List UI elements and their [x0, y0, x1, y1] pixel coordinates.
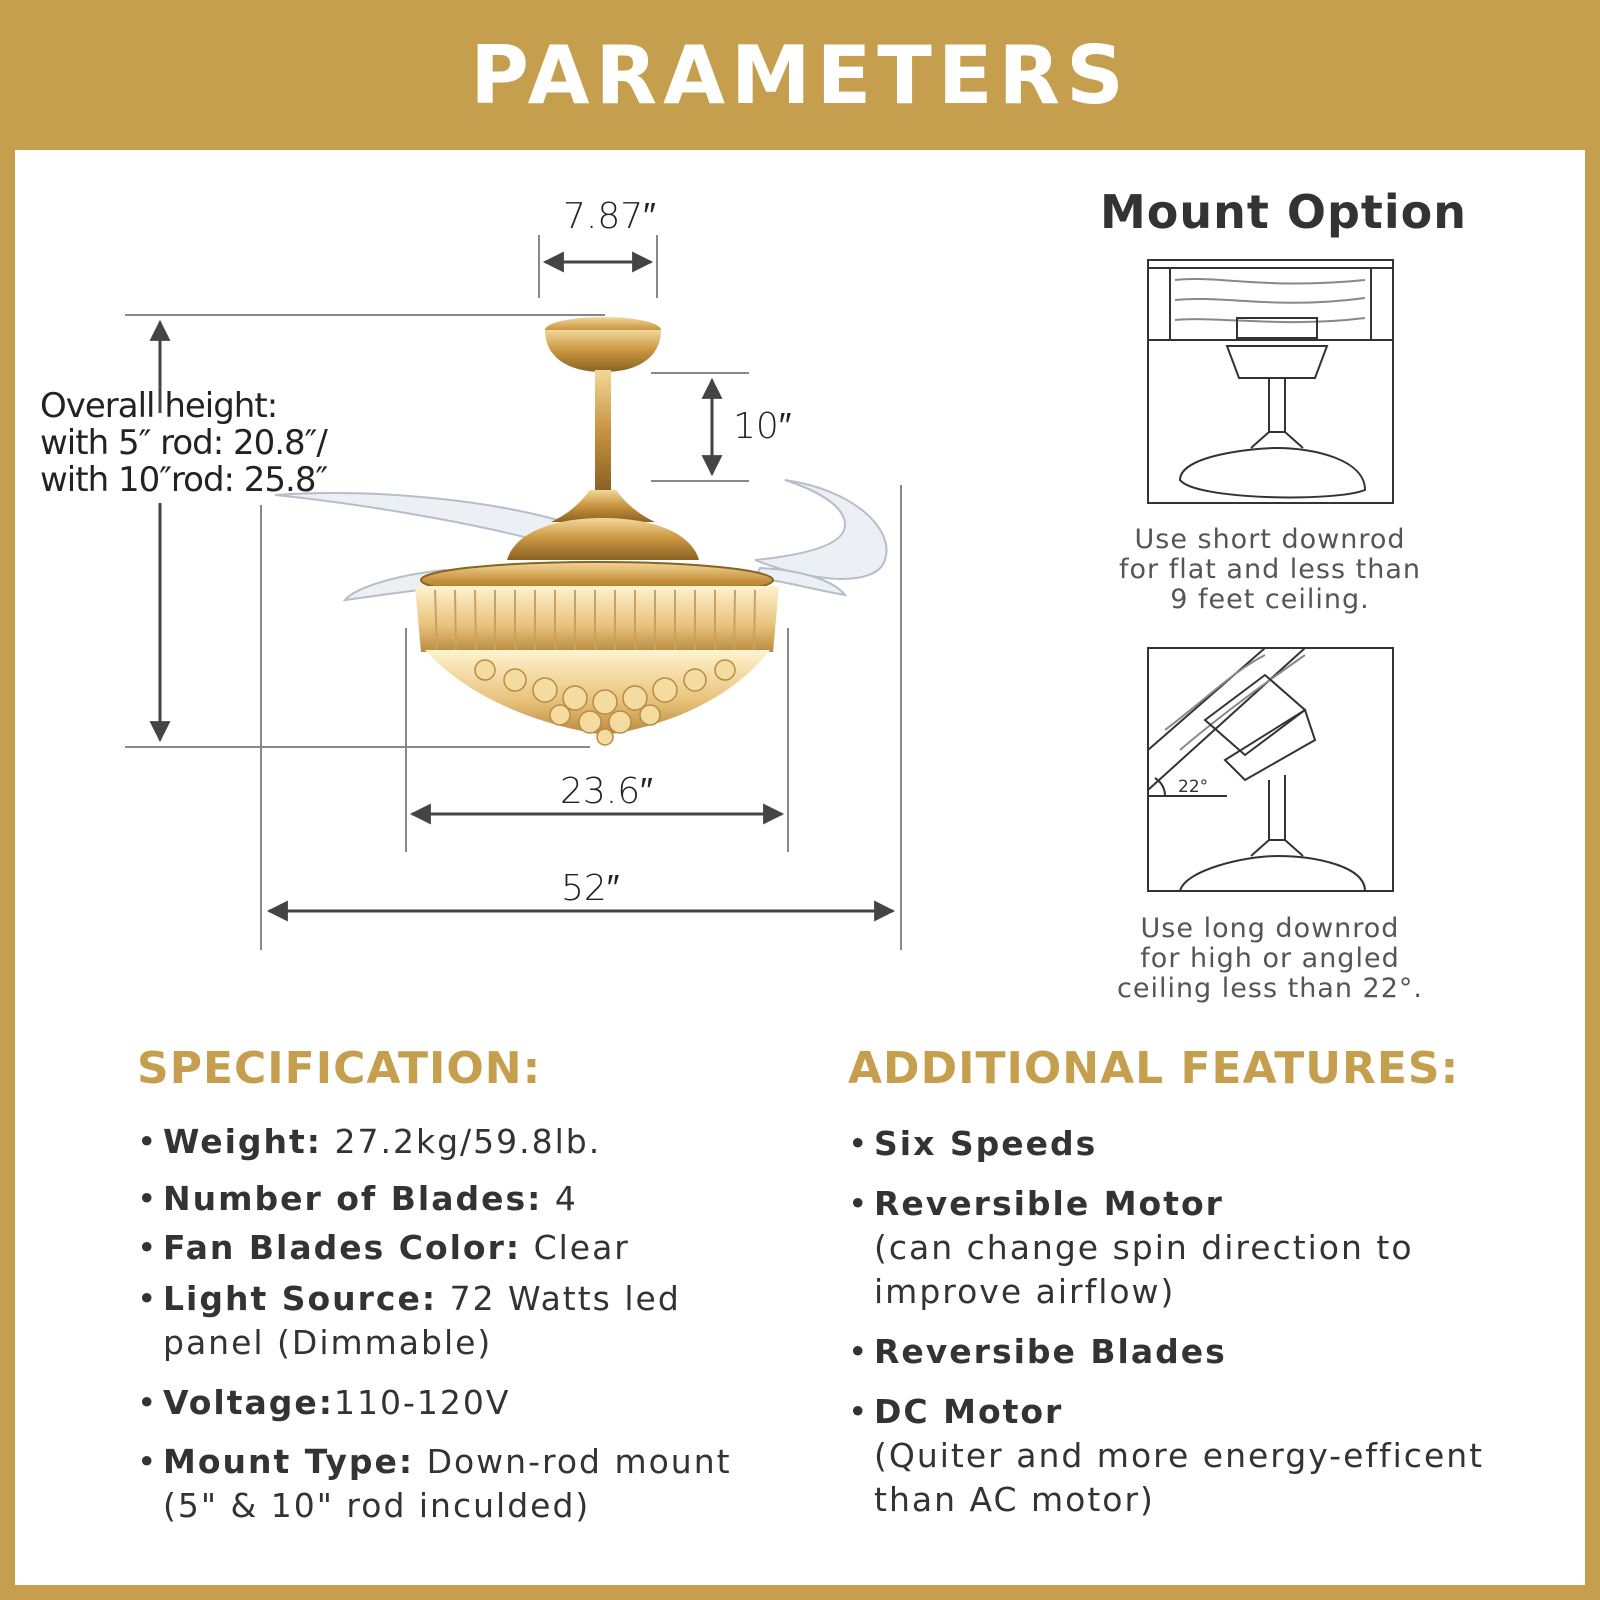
feature-item-reversible-blades: [848, 1330, 1508, 1374]
spec-value: 110-120V: [333, 1383, 511, 1422]
feature-key: Reversible Motor: [874, 1184, 1224, 1223]
spec-item-mount-type: [137, 1440, 757, 1528]
spec-item-voltage: [137, 1383, 757, 1422]
feature-desc: (Quiter and more energy-efficent: [874, 1436, 1485, 1475]
spec-value: Clear: [521, 1228, 630, 1267]
overall-height-10-rod: with 10″rod: 25.8″: [40, 460, 328, 500]
feature-desc: (can change spin direction to: [874, 1228, 1414, 1267]
spec-value: 27.2kg/59.8lb.: [322, 1122, 602, 1161]
content-panel: [15, 150, 1585, 1585]
overall-height-5-rod: with 5″ rod: 20.8″/: [40, 423, 327, 463]
spec-item-blade-color: [137, 1228, 757, 1267]
page-title: PARAMETERS: [470, 28, 1130, 122]
long-downrod-illustration: [1148, 648, 1393, 891]
features-list: [848, 1122, 1508, 1522]
spec-value: 72 Watts led: [437, 1279, 681, 1318]
angle-label: 22°: [1178, 777, 1209, 797]
spec-item-weight: [137, 1122, 757, 1161]
spec-key: Voltage:: [163, 1383, 334, 1422]
spec-item-blades: [137, 1179, 757, 1218]
feature-key: Reversibe Blades: [874, 1332, 1227, 1371]
spec-key: Mount Type:: [163, 1442, 415, 1481]
overall-height-label: [40, 388, 327, 499]
spec-item-light-source: [137, 1277, 757, 1365]
caption-line: ceiling less than 22°.: [1116, 973, 1423, 1004]
overall-height-title: Overall height:: [40, 386, 278, 426]
caption-line: 9 feet ceiling.: [1170, 584, 1370, 615]
spec-key: Weight:: [163, 1122, 323, 1161]
feature-desc: than AC motor): [874, 1480, 1155, 1519]
span-label: 52″: [561, 868, 620, 909]
spec-key: Number of Blades:: [163, 1179, 543, 1218]
short-downrod-caption: [1110, 525, 1430, 615]
top-width-label: 7.87″: [563, 196, 656, 237]
caption-line: Use long downrod: [1140, 913, 1400, 944]
spec-value: Down-rod mount: [414, 1442, 732, 1481]
specification-heading: SPECIFICATION:: [137, 1043, 542, 1094]
spec-key: Light Source:: [163, 1279, 438, 1318]
rod-length-label: 10″: [733, 406, 792, 447]
feature-key: Six Speeds: [874, 1124, 1098, 1163]
caption-line: Use short downrod: [1134, 524, 1406, 555]
feature-desc: improve airflow): [874, 1272, 1176, 1311]
body-width-label: 23.6″: [560, 771, 653, 812]
long-downrod-caption: [1110, 914, 1430, 1004]
spec-value-cont: (5" & 10" rod inculded): [163, 1486, 591, 1525]
feature-item-speeds: [848, 1122, 1508, 1166]
spec-value: 4: [542, 1179, 578, 1218]
feature-item-dc-motor: [848, 1390, 1508, 1522]
header-bar: [0, 0, 1600, 150]
spec-value-cont: panel (Dimmable): [163, 1323, 493, 1362]
fan-illustration: [275, 317, 887, 745]
specification-list: [137, 1122, 757, 1528]
spec-key: Fan Blades Color:: [163, 1228, 522, 1267]
features-heading: ADDITIONAL FEATURES:: [848, 1043, 1460, 1094]
short-downrod-illustration: [1148, 260, 1393, 503]
caption-line: for high or angled: [1140, 943, 1400, 974]
mount-option-title: Mount Option: [1100, 185, 1468, 239]
caption-line: for flat and less than: [1119, 554, 1421, 585]
feature-item-reversible-motor: [848, 1182, 1508, 1314]
feature-key: DC Motor: [874, 1392, 1064, 1431]
